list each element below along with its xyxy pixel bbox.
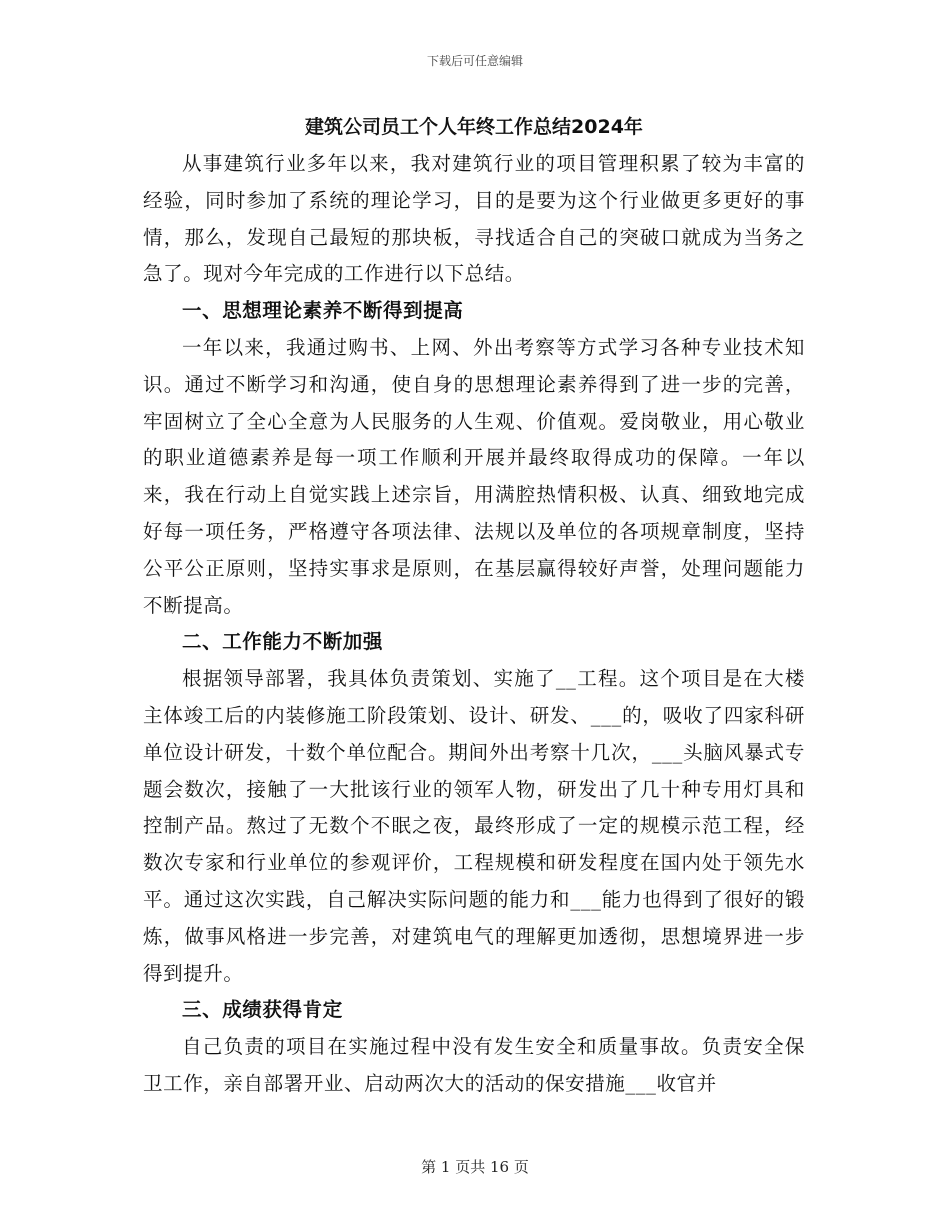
section-paragraph-1: 一年以来，我通过购书、上网、外出考察等方式学习各种专业技术知识。通过不断学习和沟通，使自身的思想理论素养得到了进一步的完善，牢固树立了全心全意为人民服务的人生观、价值观。爱岗敬业，用心敬业的职业道德素养是每一项工作顺利开展并最终取得成功的保障。一年以来，我在行动上自觉实践上述宗旨，用满腔热情积极、认真、细致地完成好每一项任务，严格遵守各项法律、法规以及单位的各项规章制度，坚持公平公正原则，坚持实事求是原则，在基层赢得较好声誉，处理问题能力不断提高。 [143,335,805,617]
section-paragraph-2: 根据领导部署，我具体负责策划、实施了__工程。这个项目是在大楼主体竣工后的内装修施工阶段策划、设计、研发、___的，吸收了四家科研单位设计研发，十数个单位配合。期间外出考察十几次，___头脑风暴式专题会数次，接触了一大批该行业的领军人物，研发出了几十种专用灯具和控制产品。熬过了无数个不眠之夜，最终形成了一定的规模示范工程，经数次专家和行业单位的参观评价，工程规模和研发程度在国内处于领先水平。通过这次实践，自己解决实际问题的能力和___能力也得到了很好的锻炼，做事风格进一步完善，对建筑电气的理解更加透彻，思想境界进一步得到提升。 [143,667,805,985]
intro-paragraph: 从事建筑行业多年以来，我对建筑行业的项目管理积累了较为丰富的经验，同时参加了系统的理论学习，目的是要为这个行业做更多更好的事情，那么，发现自己最短的那块板，寻找适合自己的突破口就成为当务之急了。现对今年完成的工作进行以下总结。 [143,152,805,286]
page-number-footer: 第 1 页共 16 页 [421,1158,529,1176]
document-body [143,110,805,1103]
section-heading-1: 一、思想理论素养不断得到提高 [182,299,464,323]
document-title: 建筑公司员工个人年终工作总结2024年 [305,116,643,138]
section-paragraph-3: 自己负责的项目在实施过程中没有发生安全和质量事故。负责安全保卫工作，亲自部署开业、启动两次大的活动的保安措施___收官并 [143,1035,805,1095]
section-heading-3: 三、成绩获得肯定 [182,998,343,1022]
section-heading-2: 二、工作能力不断加强 [182,630,384,654]
header-note: 下载后可任意编辑 [426,54,523,68]
